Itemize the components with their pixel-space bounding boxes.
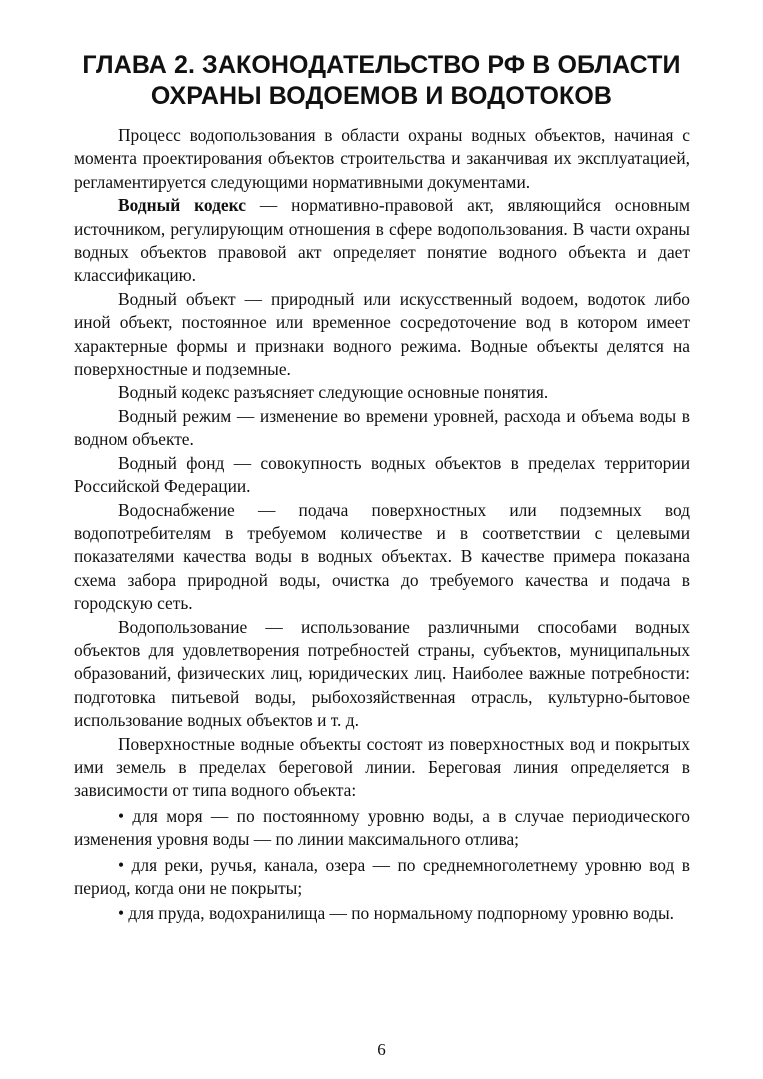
paragraph-water-regime: Водный режим — изменение во времени уровней, расхода и объема воды в водном объекте. <box>74 405 690 450</box>
term-water-code: Водный кодекс <box>118 195 246 216</box>
paragraph-water-supply: Водоснабжение — подача поверхностных или подземных вод водопотребителям в требуемом количестве и в соответствии с целевыми показателями качества воды в водных объектах. В качестве примера показана схема забора природной воды, очистка до требуемого качества и подача в городскую сеть. <box>74 499 690 614</box>
chapter-title-line-1: ГЛАВА 2. ЗАКОНОДАТЕЛЬСТВО РФ В ОБЛАСТИ <box>82 51 681 79</box>
bullet-item-river: • для реки, ручья, канала, озера — по среднемноголетнему уровню вод в период, когда они не покрыты; <box>74 854 690 898</box>
page-number: 6 <box>377 1040 386 1059</box>
bullet-item-sea: • для моря — по постоянному уровню воды, а в случае периодического изменения уровня воды — по линии максимального отлива; <box>74 805 690 850</box>
water-code-definition: — нормативно-правовой акт, являющийся основным источником, регулирующим отношения в сфере водопользования. В части охраны водных объектов правовой акт определяет понятие водного объекта и дает классификацию. <box>74 195 690 286</box>
paragraph-water-code <box>74 194 690 288</box>
paragraph-basic-concepts: Водный кодекс разъясняет следующие основные понятия. <box>118 382 549 403</box>
paragraph-surface-objects: Поверхностные водные объекты состоят из поверхностных вод и покрытых ими земель в пределах береговой линии. Береговая линия определяется в зависимости от типа водного объекта: <box>74 733 690 801</box>
chapter-title-line-2: ОХРАНЫ ВОДОЕМОВ И ВОДОТОКОВ <box>150 82 613 110</box>
paragraph-water-fund: Водный фонд — совокупность водных объектов в пределах территории Российской Федерации. <box>74 452 690 497</box>
paragraph-intro: Процесс водопользования в области охраны водных объектов, начиная с момента проектирования объектов строительства и заканчивая их эксплуатацией, регламентируется следующими нормативными документами. <box>74 125 690 192</box>
chapter-title <box>60 50 703 112</box>
paragraph-water-object: Водный объект — природный или искусственный водоем, водоток либо иной объект, постоянное или временное сосредоточение вод в котором имеет характерные формы и признаки водного режима. Водные объекты делятся на поверхностные и подземные. <box>74 288 690 380</box>
paragraph-water-use: Водопользование — использование различными способами водных объектов для удовлетворения потребностей страны, субъектов, муниципальных образований, физических лиц, юридических лиц. Наиболее важные потребности: подготовка питьевой воды, рыбохозяйственная отрасль, культурно-бытовое использование водных объектов и т. д. <box>74 616 690 731</box>
body-text <box>74 124 690 926</box>
bullet-item-pond: • для пруда, водохранилища — по нормальному подпорному уровню воды. <box>118 903 674 924</box>
